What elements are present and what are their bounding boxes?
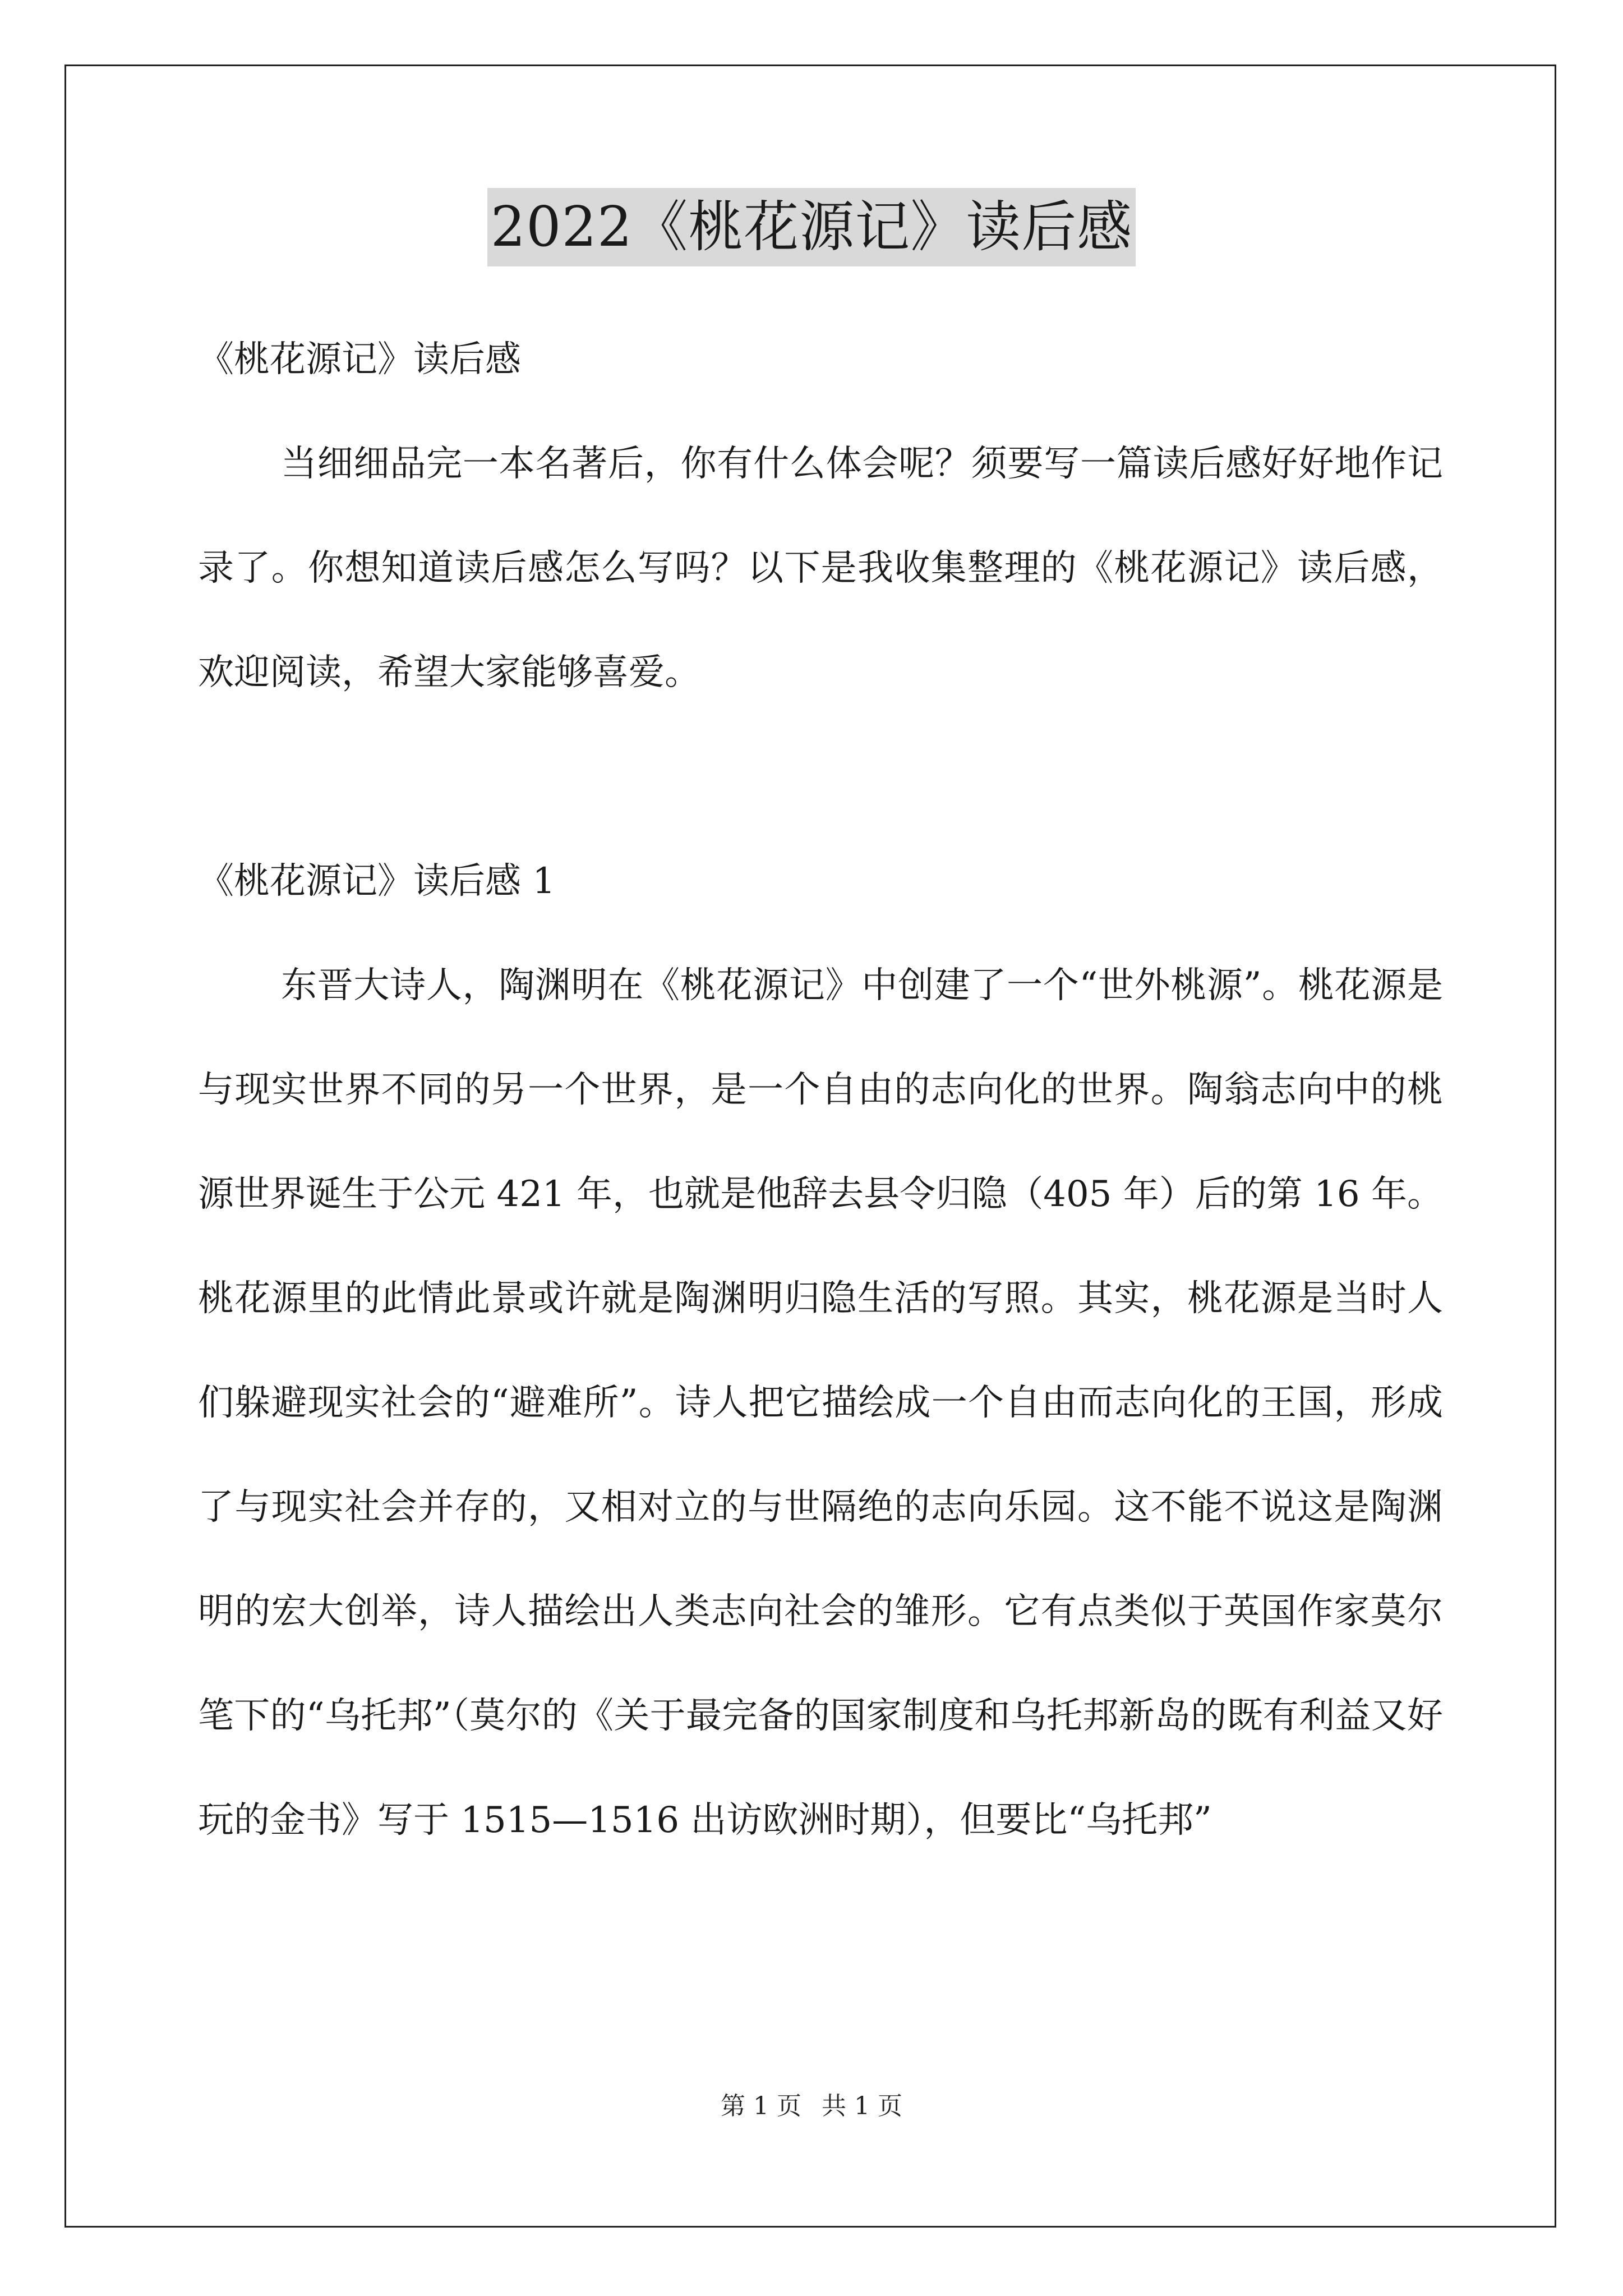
page-number: 第 1 页 bbox=[721, 2092, 801, 2120]
section1-heading: 《桃花源记》读后感 1 bbox=[198, 861, 556, 902]
section-spacer bbox=[198, 725, 1443, 829]
page-footer bbox=[0, 2090, 1623, 2123]
document-body bbox=[198, 307, 1443, 1872]
intro-paragraph: 当细细品完一本名著后，你有什么体会呢？须要写一篇读后感好好地作记录了。你想知道读后感怎么写吗？以下是我收集整理的《桃花源记》读后感，欢迎阅读，希望大家能够喜爱。 bbox=[198, 443, 1443, 693]
intro-heading: 《桃花源记》读后感 bbox=[198, 339, 521, 380]
title-container bbox=[0, 188, 1623, 266]
section1-paragraph: 东晋大诗人，陶渊明在《桃花源记》中创建了一个“世外桃源”。桃花源是与现实世界不同的另一个世界，是一个自由的志向化的世界。陶翁志向中的桃源世界诞生于公元 421 年，也就是他辞去县令归隐（405 年）后的第 16 年。桃花源里的此情此景或许就是陶渊明归隐生活的写照。其实，桃花源是当时人们躲避现实社会的“避难所”。诗人把它描绘成一个自由而志向化的王国，形成了与现实社会并存的，又相对立的与世隔绝的志向乐园。这不能不说这是陶渊明的宏大创举，诗人描绘出人类志向社会的雏形。它有点类似于英国作家莫尔笔下的“乌托邦”（莫尔的《关于最完备的国家制度和乌托邦新岛的既有利益又好玩的金书》写于 1515—1516 出访欧洲时期），但要比“乌托邦” bbox=[198, 965, 1443, 1841]
page-total: 共 1 页 bbox=[822, 2092, 902, 2120]
document-title: 2022《桃花源记》读后感 bbox=[487, 188, 1136, 266]
